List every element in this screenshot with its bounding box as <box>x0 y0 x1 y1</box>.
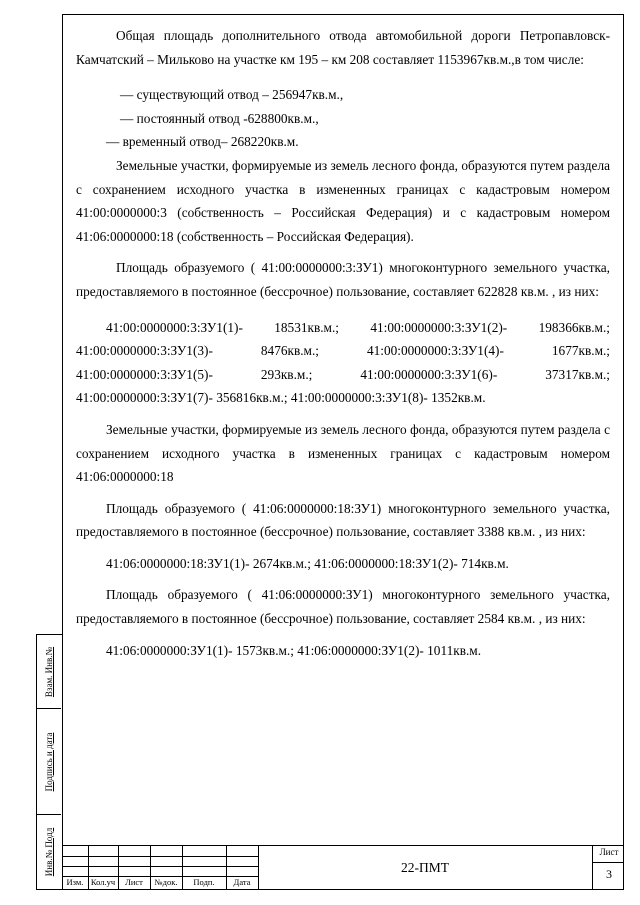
paragraph-forest-land-2: Земельные участки, формируемые из земель лесного фонда, образуются путем раздела с сохранением исходного участка в измененных границах с кадастровым номером 41:06:0000000:18 <box>76 421 610 485</box>
spacer <box>76 410 610 418</box>
tb-line <box>62 856 258 857</box>
side-label-inv-podl: Инв.№ Подл <box>44 827 54 877</box>
tb-header-data: Дата <box>233 877 251 887</box>
paragraph-area-zu1-18: Площадь образуемого ( 41:06:0000000:18:ЗУ1) многоконтурного земельного участка, предоставляемого в постоянное (бессрочное) пользование, составляет 3388 кв.м. , из них: <box>76 500 610 540</box>
cadastral-line-4: 41:00:0000000:3:ЗУ1(7)- 356816кв.м.; 41:00:0000000:3:ЗУ1(8)- 1352кв.м. <box>76 390 486 406</box>
side-cell-inv-podl <box>37 815 61 889</box>
title-block <box>62 845 624 890</box>
tb-line <box>592 862 624 863</box>
paragraph-area-zu1-06: Площадь образуемого ( 41:06:0000000:ЗУ1) многоконтурного земельного участка, предоставляемого в постоянное (бессрочное) пользование, составляет 2584 кв.м. , из них: <box>76 587 610 627</box>
side-label-inv-vzam: Взам. Инв.№ <box>44 646 54 697</box>
document-body <box>76 24 610 662</box>
list-item-permanent: — постоянный отвод -628800кв.м., <box>120 110 319 126</box>
tb-header-ndok: №док. <box>154 877 178 887</box>
tb-header-podp: Подп. <box>193 877 215 887</box>
side-cell-inv-vzam <box>37 635 61 709</box>
cadastral-line-1: 41:00:0000000:3:ЗУ1(1)- 18531кв.м.; 41:00:0000000:3:ЗУ1(2)- 198366кв.м.; <box>106 319 610 335</box>
sheet-label: Лист <box>599 847 619 857</box>
tb-line <box>62 866 258 867</box>
list-item-existing: — существующий отвод – 256947кв.м., <box>120 87 344 103</box>
paragraph-total-area: Общая площадь дополнительного отвода автомобильной дороги Петропавловск-Камчатский – Мильково на участке км 195 – км 208 составляет 1153967кв.м.,в том числе: <box>76 28 610 67</box>
paragraph-area-zu1-3: Площадь образуемого ( 41:00:0000000:3:ЗУ1) многоконтурного земельного участка, предоставляемого в постоянное (бессрочное) пользование, составляет 622828 кв.м. , из них: <box>76 260 610 299</box>
side-stamp <box>36 634 62 890</box>
spacer <box>76 248 610 256</box>
cadastral-line-3: 41:00:0000000:3:ЗУ1(5)- 293кв.м.; 41:00:0000000:3:ЗУ1(6)- 37317кв.м.; <box>76 366 610 382</box>
spacer <box>76 544 610 552</box>
side-cell-podpis <box>37 709 61 815</box>
spacer <box>76 575 610 583</box>
spacer <box>76 631 610 639</box>
spacer <box>76 71 610 83</box>
side-label-podpis: Подпись и дата <box>44 732 54 791</box>
list-item-temporary: — временный отвод– 268220кв.м. <box>106 134 299 150</box>
cadastral-line-5: 41:06:0000000:18:ЗУ1(1)- 2674кв.м.; 41:06:0000000:18:ЗУ1(2)- 714кв.м. <box>106 555 509 571</box>
tb-line <box>592 845 593 890</box>
document-code: 22-ПМТ <box>401 859 449 875</box>
spacer <box>76 489 610 497</box>
tb-header-list: Лист <box>125 877 143 887</box>
tb-header-izm: Изм. <box>66 877 84 887</box>
cadastral-line-2: 41:00:0000000:3:ЗУ1(3)- 8476кв.м.; 41:00:0000000:3:ЗУ1(4)- 1677кв.м.; <box>76 343 610 359</box>
tb-header-kol-uch: Кол.уч <box>90 877 116 887</box>
paragraph-forest-land-1: Земельные участки, формируемые из земель лесного фонда, образуются путем раздела с сохранением исходного участка в измененных границах с кадастровым номером 41:00:0000000:3 (собственность – Российская Федерация) и с кадастровым номером 41:06:0000000:18 (собственность – Российская Федерация). <box>76 157 610 244</box>
spacer <box>76 304 610 316</box>
sheet-number: 3 <box>606 867 612 881</box>
cadastral-line-6: 41:06:0000000:ЗУ1(1)- 1573кв.м.; 41:06:0000000:ЗУ1(2)- 1011кв.м. <box>106 642 482 658</box>
